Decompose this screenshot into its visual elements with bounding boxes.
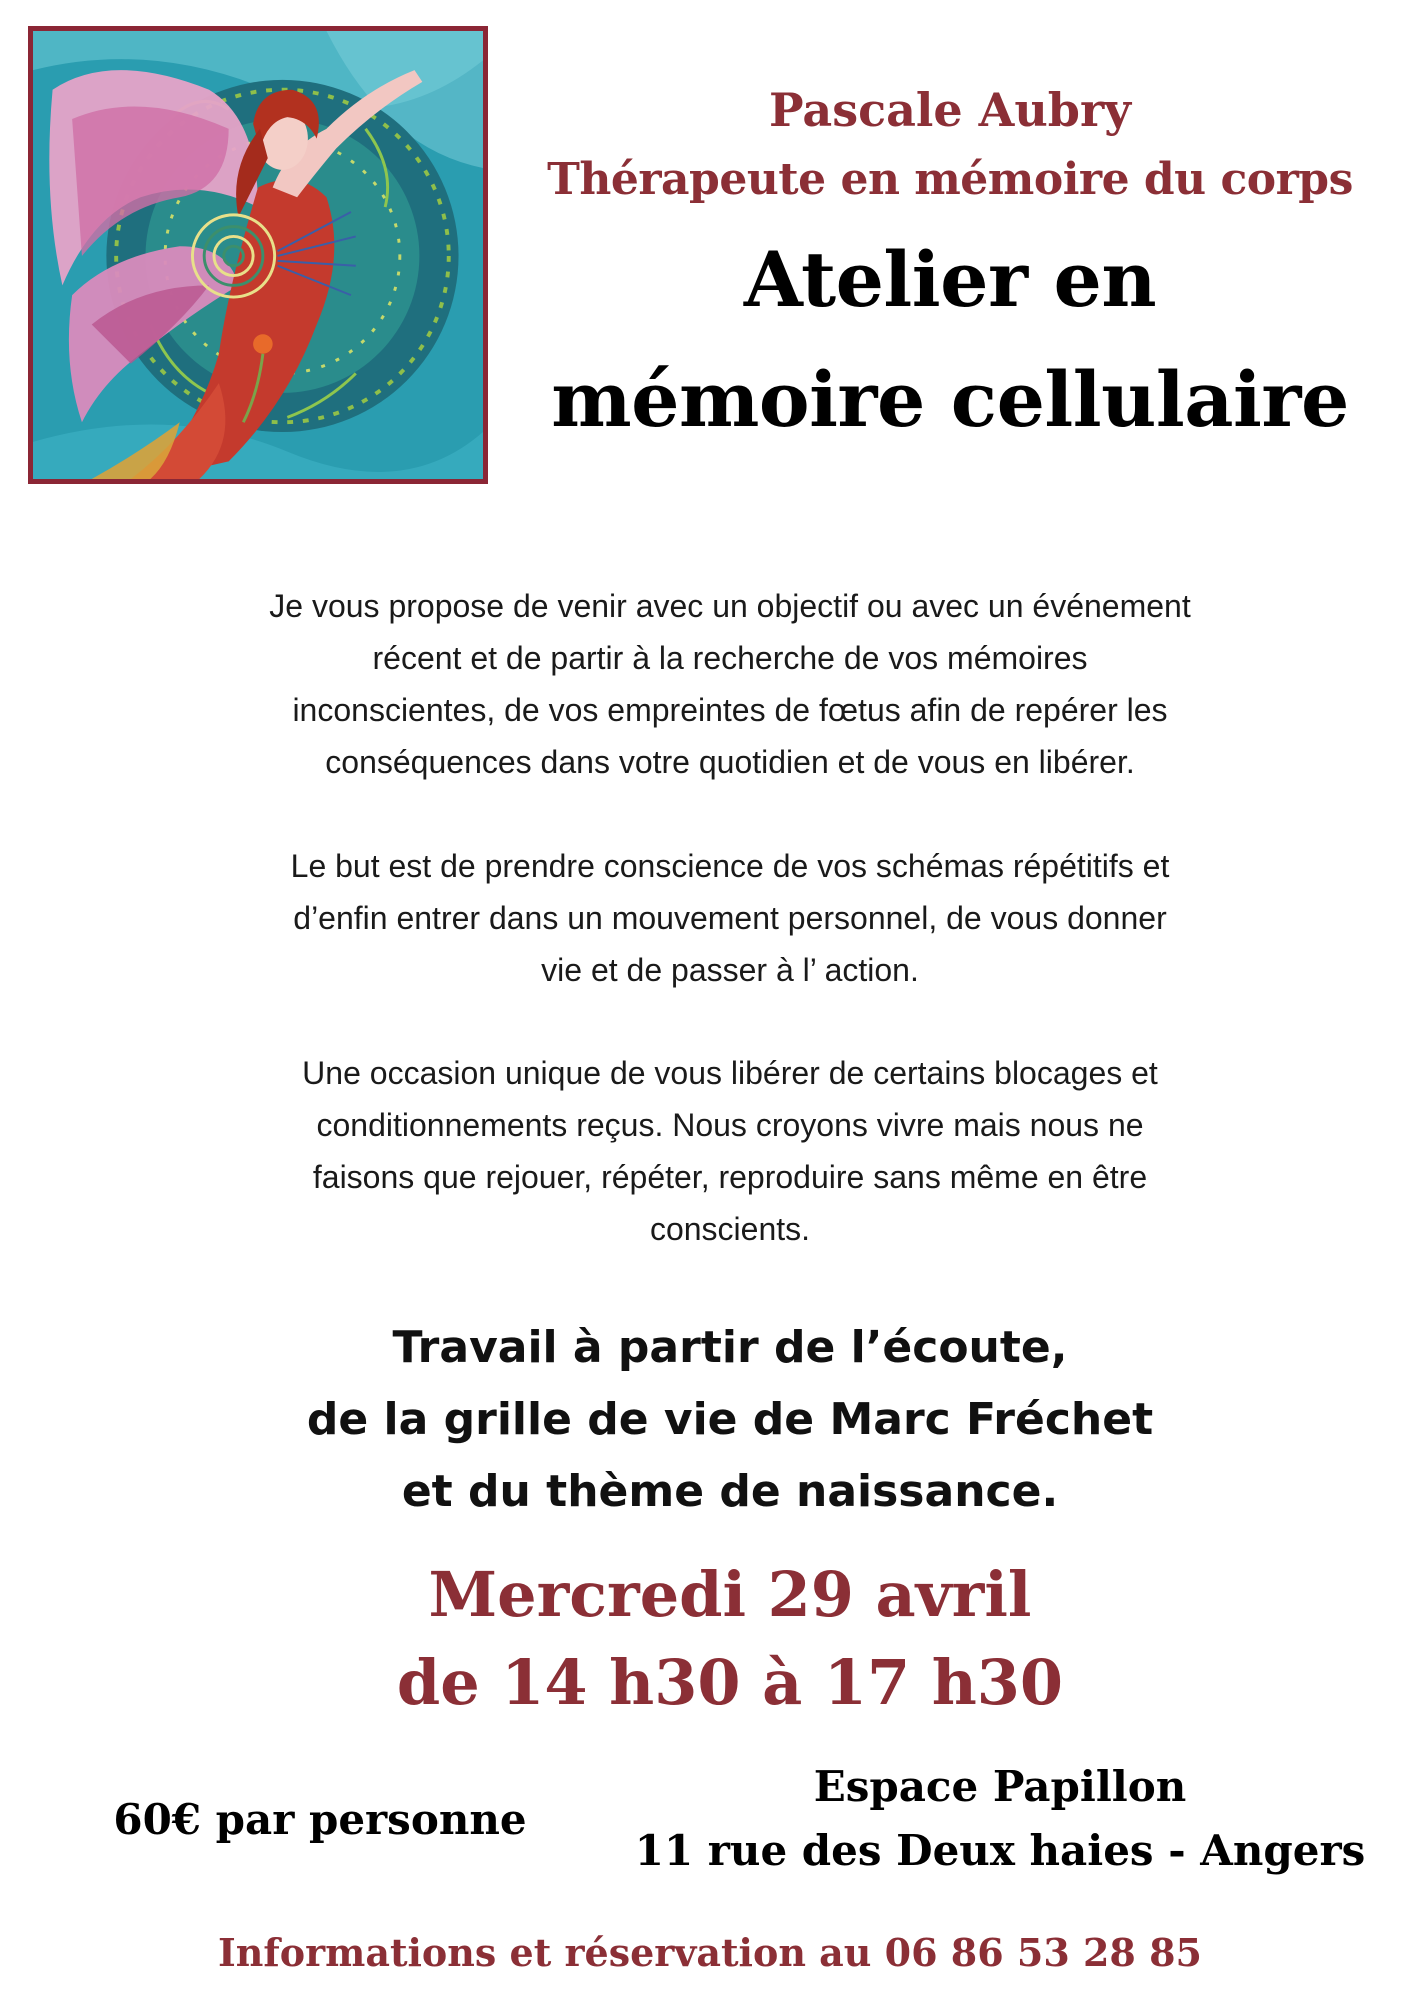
paragraph-line: vie et de passer à l’ action. xyxy=(541,952,919,988)
paragraph-line: inconscientes, de vos empreintes de fœtus afin de repérer les xyxy=(292,692,1168,728)
author-title: Thérapeute en mémoire du corps xyxy=(547,154,1353,205)
paragraph-line: faisons que rejouer, répéter, reproduire sans même en être xyxy=(312,1159,1148,1195)
artwork-painting xyxy=(28,26,488,484)
method-line: et du thème de naissance. xyxy=(401,1466,1059,1517)
method-line: de la grille de vie de Marc Fréchet xyxy=(306,1394,1154,1445)
venue xyxy=(590,1755,1410,1883)
paragraph-line: récent et de partir à la recherche de vos mémoires xyxy=(372,640,1088,676)
paragraph-line: d’enfin entrer dans un mouvement personnel, de vous donner xyxy=(293,900,1167,936)
event-time: de 14 h30 à 17 h30 xyxy=(396,1646,1064,1719)
contact-info: Informations et réservation au 06 86 53 28 85 xyxy=(218,1930,1202,1975)
description-paragraph-2 xyxy=(120,840,1340,996)
paragraph-line: conditionnements reçus. Nous croyons vivre mais nous ne xyxy=(316,1107,1144,1143)
paragraph-line: conscients. xyxy=(649,1211,811,1247)
method-statement xyxy=(120,1312,1340,1528)
workshop-title xyxy=(500,220,1400,460)
venue-name: Espace Papillon xyxy=(813,1762,1187,1811)
author-name: Pascale Aubry xyxy=(769,83,1131,137)
description-paragraph-1 xyxy=(120,580,1340,788)
paragraph-line: conséquences dans votre quotidien et de vous en libérer. xyxy=(325,744,1135,780)
method-line: Travail à partir de l’écoute, xyxy=(392,1322,1068,1373)
description-paragraph-3 xyxy=(120,1047,1340,1255)
venue-address: 11 rue des Deux haies - Angers xyxy=(634,1826,1366,1875)
price: 60€ par personne xyxy=(113,1795,527,1844)
event-date: Mercredi 29 avril xyxy=(428,1558,1032,1631)
header xyxy=(500,80,1400,460)
paragraph-line: Une occasion unique de vous libérer de certains blocages et xyxy=(302,1055,1158,1091)
workshop-title-line1: Atelier en xyxy=(743,235,1157,324)
workshop-title-line2: mémoire cellulaire xyxy=(551,355,1349,444)
paragraph-line: Je vous propose de venir avec un objectif ou avec un événement xyxy=(269,588,1191,624)
painting-winged-woman-spiral-icon xyxy=(33,31,483,479)
paragraph-line: Le but est de prendre conscience de vos schémas répétitifs et xyxy=(290,848,1170,884)
